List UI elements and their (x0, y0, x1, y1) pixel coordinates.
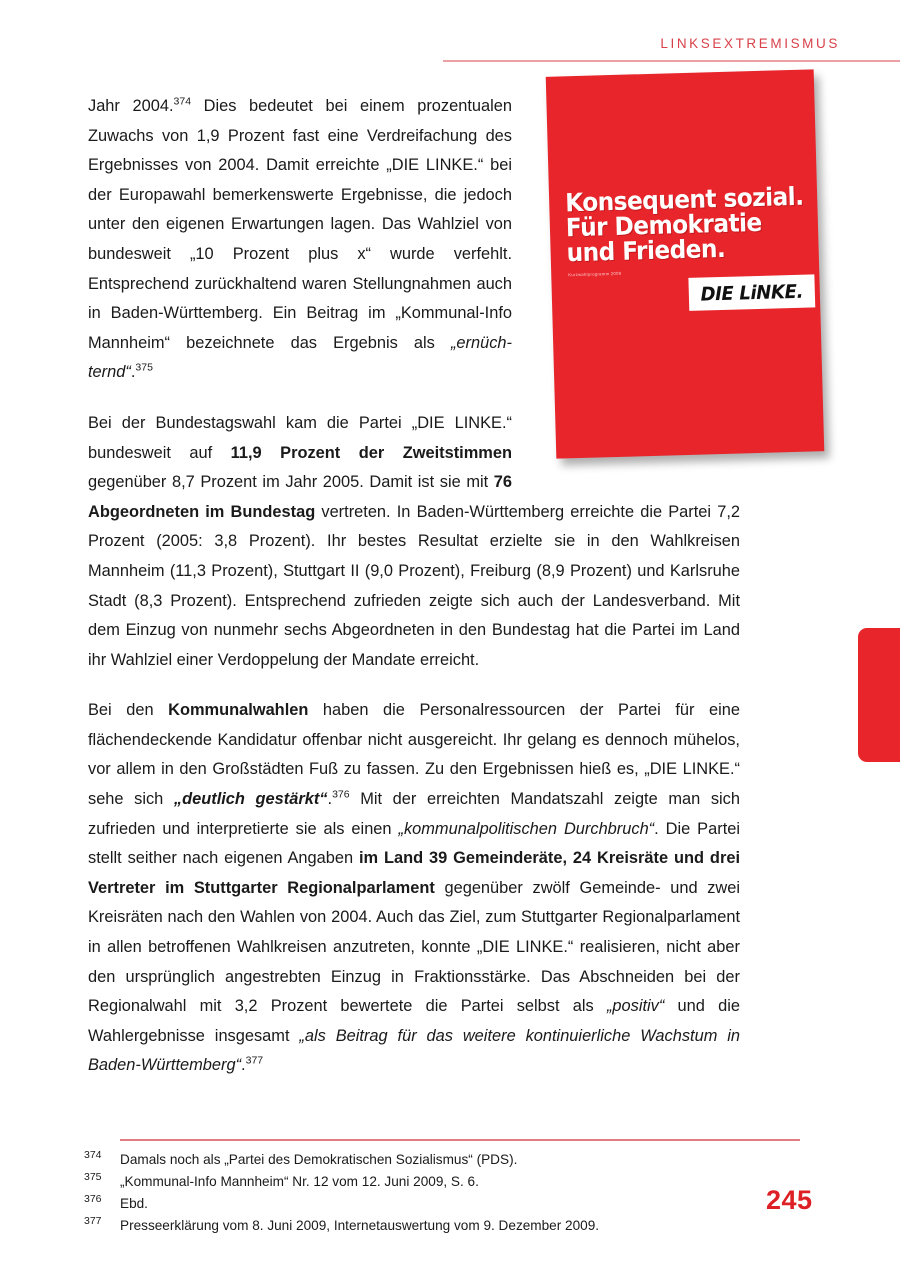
p3-italic-positiv: „positiv“ (606, 997, 665, 1016)
poster-headline-line2: Für Demokratie (565, 207, 763, 243)
p1-quote-ernuechternd: „ernüchternd“ (88, 333, 512, 382)
p1-seg2: Dies bedeutet bei einem prozentualen Zuwachs von 1,9 Prozent fast eine Verdreifachung des Ergebnisses von 2004. Damit erreichte „DIE LINKE.“ bei der Europawahl bemerkenswerte Ergebnisse, die jedoch unter den eigenen Erwartungen lagen. Das Wahlziel von bundesweit „10 Prozent plus x“ wurde verfehlt. Entsprechend zurückhaltend waren Stellungnahmen auch in Baden-Württemberg. Ein Beitrag im „Kommunal-Info Mannheim“ bezeichnete das Ergebnis als (88, 97, 512, 352)
p3-seg5: . (327, 790, 333, 809)
p2-seg3: gegenüber 8,7 Prozent im Jahr 2005. Damit ist sie mit (88, 473, 494, 492)
footnote-text: Ebd. (120, 1196, 148, 1211)
p3-bold-kommunalwahlen: Kommunalwahlen (168, 701, 309, 720)
footnote-ref-376: 376 (332, 788, 350, 801)
footnote-separator (120, 1139, 800, 1141)
p2-seg1: Bei der Bundestagswahl kam die Partei „DIE LINKE.“ bundesweit auf (88, 413, 512, 462)
paragraph-kommunalwahlen (88, 696, 740, 1081)
footnote-item (84, 1215, 784, 1236)
p1-seg1: Jahr 2004. (88, 97, 174, 115)
footnote-item (84, 1149, 784, 1170)
body-text-column (88, 92, 740, 1081)
p3-seg8: . Die Partei stellt seither nach eigenen Angaben (88, 819, 741, 868)
footnote-number: 375 (84, 1171, 102, 1183)
p3-seg6: Mit der erreichten Mandatszahl zeigte man sich zufrieden und interpretierte sie als einen (88, 790, 740, 838)
p2-seg5: vertreten. In Baden-Württemberg erreichte die Partei 7,2 Prozent (2005: 3,8 Prozent). Ihr bestes Resultat erzielte sie in den Wahlkreisen Mannheim (11,3 Prozent), Stuttgart II (9,0 Prozent), Freiburg (8,9 Prozent) und Karlsruhe Stadt (8,3 Prozent). Entsprechend zufrieden zeigte sich auch der Landesverband. Mit dem Einzug von nunmehr sechs Abgeordneten in den Bundestag hat die Partei im Land ihr Wahlziel einer Verdoppelung der Mandate erreicht. (88, 502, 740, 669)
die-linke-logo-text: DIE LiNKE. (700, 280, 804, 306)
poster-subline: Kurzwahlprogramm 2009 (568, 270, 622, 278)
p2-bold-zweitstimmen: 11,9 Prozent der Zweitstimmen (230, 443, 512, 462)
header-rule (443, 60, 900, 62)
footnote-item (84, 1171, 784, 1192)
running-header (0, 36, 900, 66)
page-number: 245 (766, 1185, 813, 1215)
footnote-item (84, 1193, 784, 1214)
p3-seg14: . (241, 1056, 246, 1075)
footnote-text: „Kommunal-Info Mannheim“ Nr. 12 vom 12. Juni 2009, S. 6. (120, 1174, 479, 1189)
p1-seg4: . (130, 363, 136, 382)
p3-bold-mandate: im Land 39 Gemeinderäte, 24 Kreisräte und drei Vertreter im Stuttgarter Regionalparlament (88, 849, 740, 897)
footnote-text: Presseerklärung vom 8. Juni 2009, Internetauswertung vom 9. Dezember 2009. (120, 1218, 600, 1233)
footnote-number: 374 (84, 1149, 102, 1161)
chapter-edge-tab (858, 628, 900, 762)
header-title: LINKSEXTREMISMUS (660, 36, 840, 51)
p3-bolditalic-deutlich-gestaerkt: „deutlich gestärkt“ (173, 790, 328, 809)
poster-headline-line3: und Frieden. (566, 233, 726, 268)
footnote-list (84, 1149, 784, 1237)
p3-seg12: und die Wahlergebnisse insgesamt (88, 997, 740, 1045)
footnote-number: 376 (84, 1193, 102, 1205)
p3-seg3: haben die Personalressourcen der Partei für eine flächendeckende Kandidatur offenbar nicht ausgereicht. Ihr gelang es dennoch mühelos, vor allem in den Großstädten Fuß zu fassen. Zu den Ergebnissen hieß es, „DIE LINKE.“ sehe sich (88, 701, 740, 809)
footnote-ref-374: 374 (173, 95, 192, 108)
footnote-ref-377: 377 (245, 1054, 264, 1067)
footnote-text: Damals noch als „Partei des Demokratischen Sozialismus“ (PDS). (120, 1152, 518, 1167)
p3-italic-durchbruch: „kommunalpolitischen Durchbruch“ (398, 819, 655, 838)
p2-bold-abgeordnete: 76 Abgeordneten im Bundestag (88, 473, 512, 521)
p3-seg10: gegenüber zwölf Gemeinde- und zwei Kreisräten nach den Wahlen von 2004. Auch das Ziel, zum Stuttgarter Regionalparlament in allen betroffenen Wahlkreisen anzutreten, konnte „DIE LINKE.“ realisieren, nicht aber den ursprünglich angestrebten Einzug in Fraktionsstärke. Das Abschneiden bei der Regionalwahl mit 3,2 Prozent bewertete die Partei selbst als (88, 878, 741, 1016)
p3-italic-beitrag-wachstum: „als Beitrag für das weitere kontinuierliche Wachstum in Baden-Württemberg“ (88, 1026, 740, 1075)
footnote-number: 377 (84, 1215, 102, 1227)
p3-seg1: Bei den (88, 701, 169, 720)
poster-wrap-spacer (528, 92, 740, 487)
footnote-ref-375: 375 (135, 361, 153, 374)
poster-headline-line1: Konsequent sozial. (564, 181, 804, 218)
